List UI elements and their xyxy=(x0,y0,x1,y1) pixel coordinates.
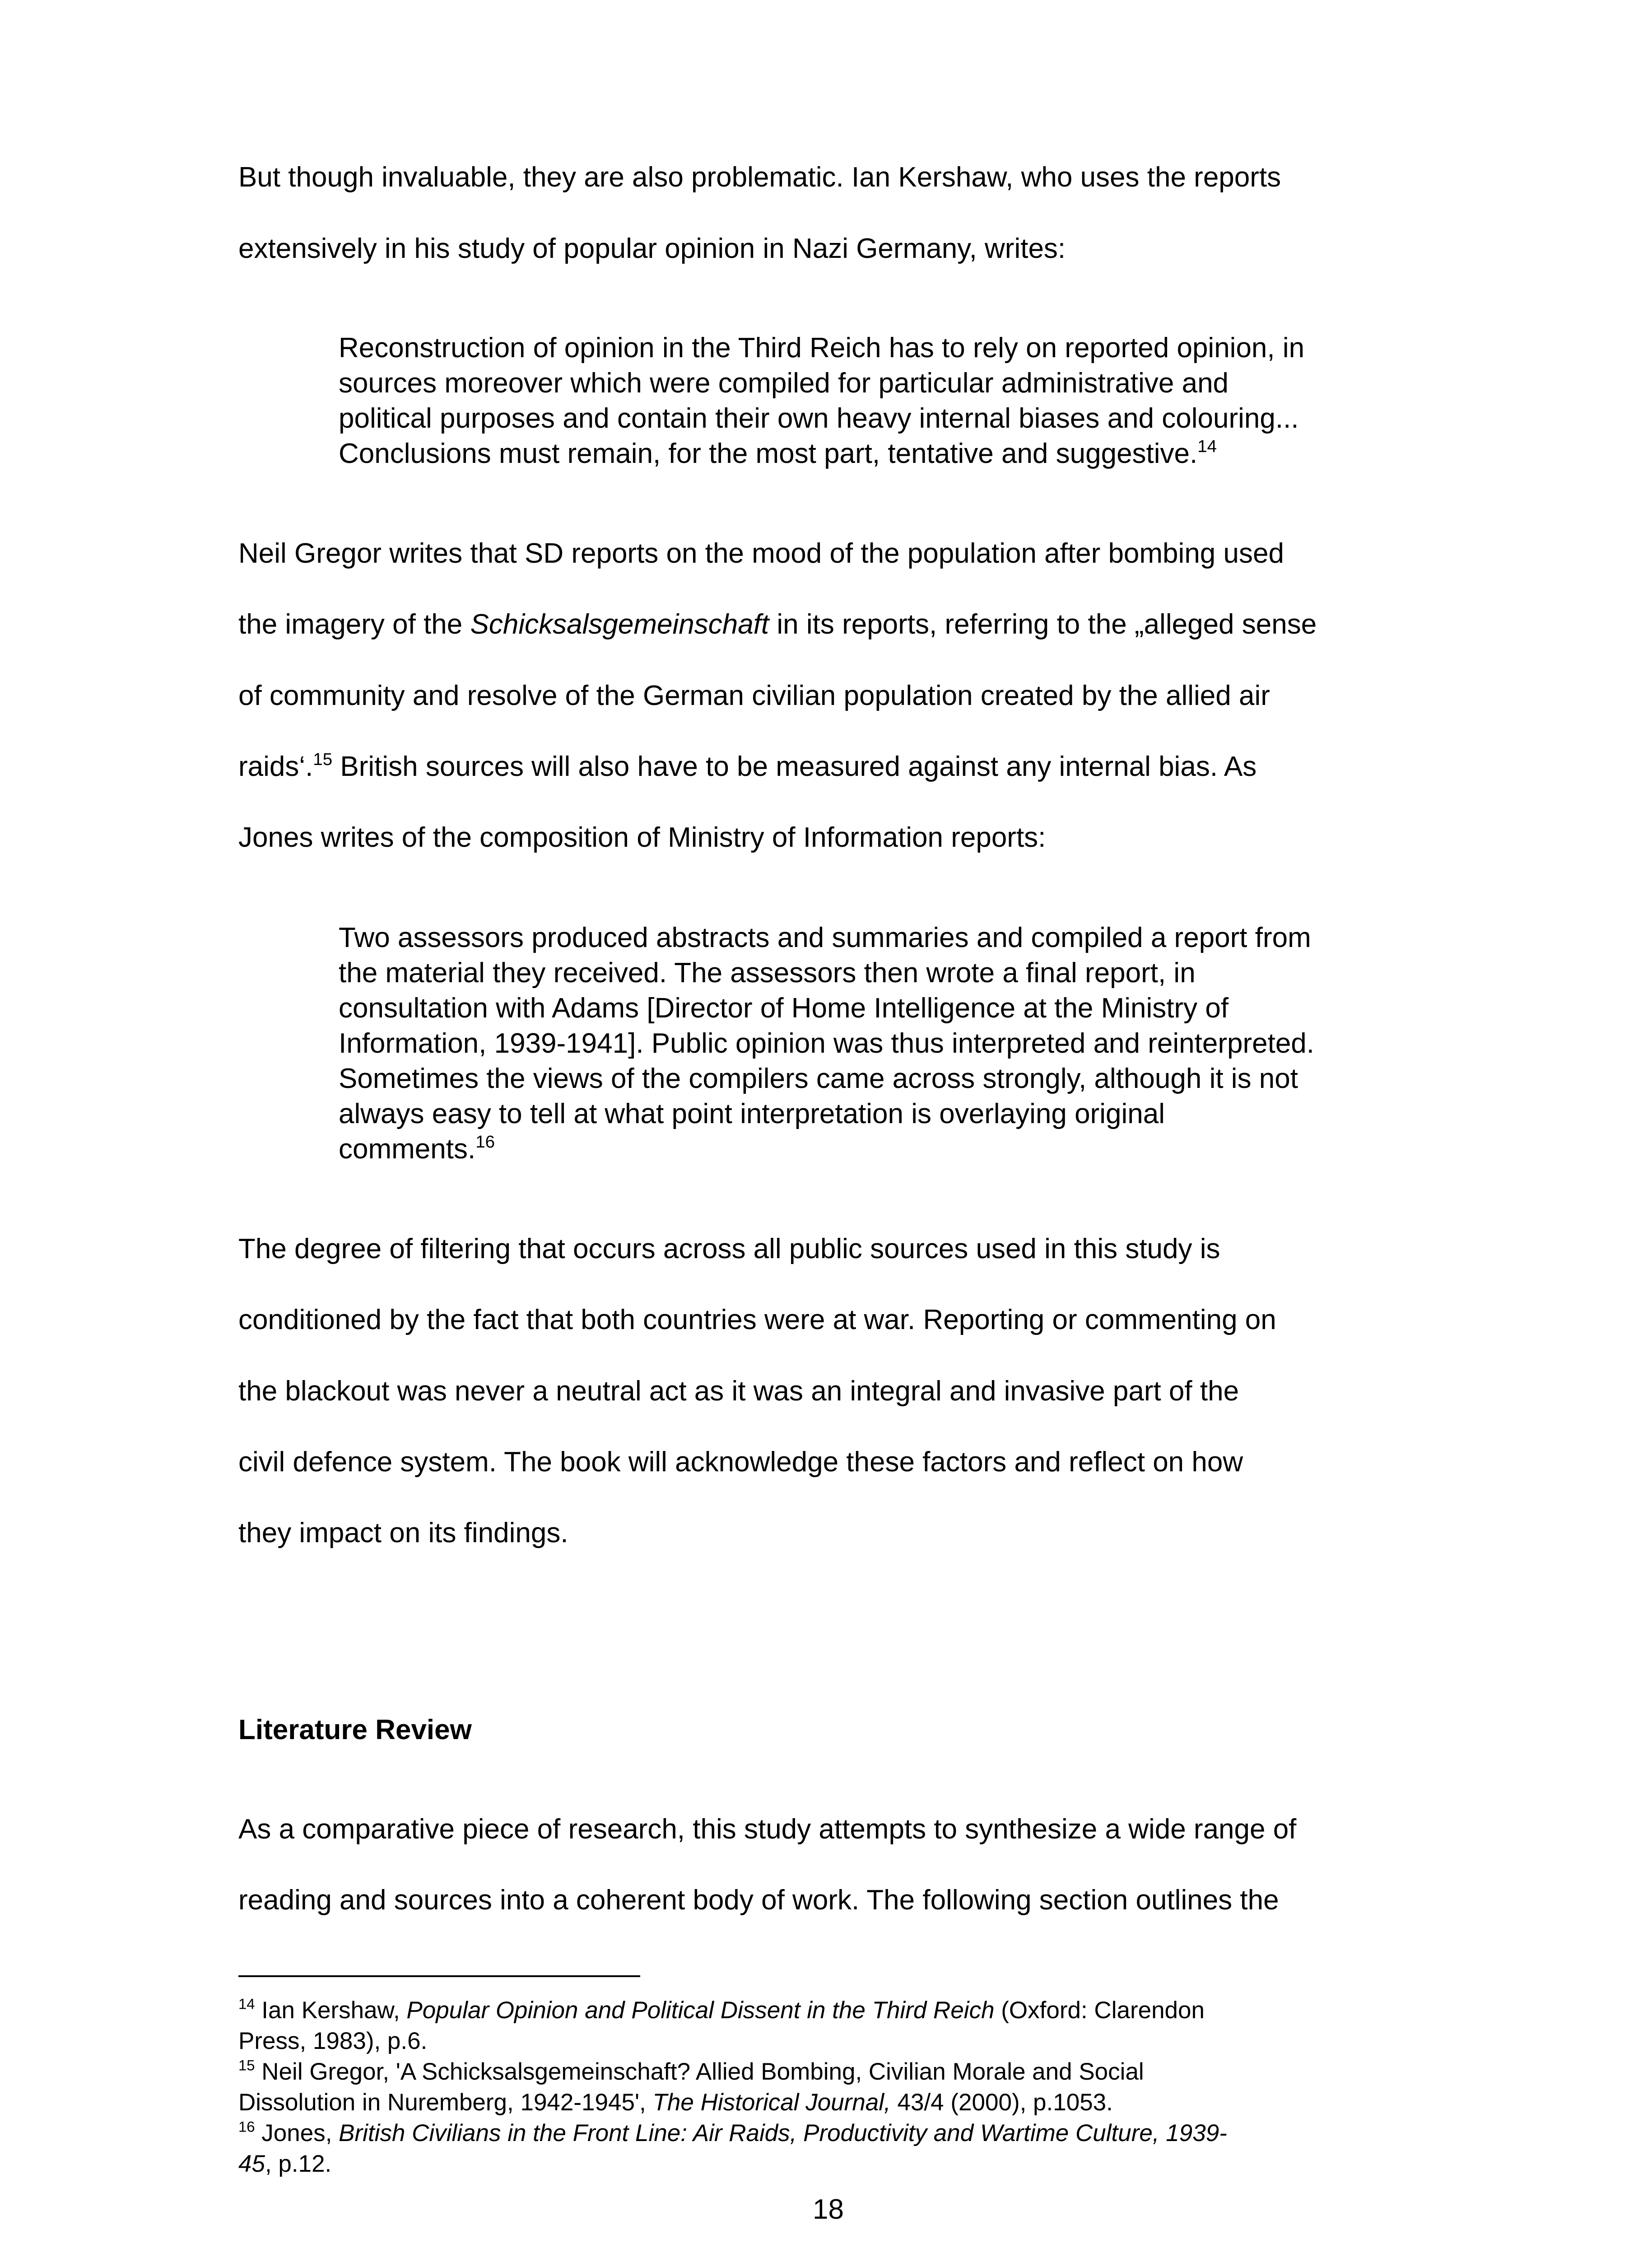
paragraph-3-line: The degree of filtering that occurs across all public sources used in this study is xyxy=(238,1233,1220,1264)
text-run: Ian Kershaw, xyxy=(255,1997,407,2024)
footnote-14 xyxy=(238,1995,1205,2024)
paragraph-3-line: conditioned by the fact that both countries were at war. Reporting or commenting on xyxy=(238,1304,1276,1335)
footnote-16 xyxy=(238,2118,1227,2146)
footnote-number: 15 xyxy=(238,2057,255,2074)
paragraph-2-line: Jones writes of the composition of Ministry of Information reports: xyxy=(238,822,1046,853)
text-run: (Oxford: Clarendon xyxy=(994,1997,1205,2024)
footnote-separator xyxy=(238,1975,640,1977)
footnote-ref-16[interactable]: 16 xyxy=(475,1132,495,1152)
quote-text: Conclusions must remain, for the most part, tentative and suggestive. xyxy=(339,438,1198,469)
italic-title: 45 xyxy=(238,2151,265,2177)
paragraph-2-line: of community and resolve of the German civilian population created by the allied air xyxy=(238,680,1270,711)
block-quote-line: the material they received. The assessors then wrote a final report, in xyxy=(339,957,1196,989)
block-quote-line: always easy to tell at what point interpretation is overlaying original xyxy=(339,1098,1165,1129)
footnote-ref-15[interactable]: 15 xyxy=(313,750,333,770)
text-run: Dissolution in Nuremberg, 1942-1945', xyxy=(238,2089,653,2116)
block-quote-line: Two assessors produced abstracts and summaries and compiled a report from xyxy=(339,922,1311,953)
block-quote-line: consultation with Adams [Director of Home Intelligence at the Ministry of xyxy=(339,993,1229,1024)
footnote-ref-14[interactable]: 14 xyxy=(1197,437,1217,457)
paragraph-3-line: the blackout was never a neutral act as it was an integral and invasive part of the xyxy=(238,1376,1239,1407)
italic-term: Schicksalsgemeinschaft xyxy=(470,609,769,640)
paragraph-3-line: they impact on its findings. xyxy=(238,1517,568,1549)
footnote-15-cont xyxy=(238,2090,1113,2114)
italic-title: The Historical Journal, xyxy=(652,2089,891,2116)
text-run: British sources will also have to be measured against any internal bias. As xyxy=(332,751,1257,782)
paragraph-2-line xyxy=(238,750,1257,782)
block-quote-line: Information, 1939-1941]. Public opinion was thus interpreted and reinterpreted. xyxy=(339,1028,1315,1059)
block-quote-line xyxy=(339,437,1217,469)
section-heading: Literature Review xyxy=(238,1714,472,1745)
text-run: Jones, xyxy=(255,2120,339,2146)
footnote-14-cont: Press, 1983), p.6. xyxy=(238,2028,428,2054)
footnote-number: 14 xyxy=(238,1995,255,2012)
italic-title: British Civilians in the Front Line: Air Raids, Productivity and Wartime Culture, 1939- xyxy=(339,2120,1227,2146)
quote-text: comments. xyxy=(339,1134,476,1165)
text-run: , p.12. xyxy=(265,2151,332,2177)
text-run: 43/4 (2000), p.1053. xyxy=(890,2089,1113,2116)
block-quote-line: sources moreover which were compiled for particular administrative and xyxy=(339,368,1229,399)
text-run: the imagery of the xyxy=(238,609,470,640)
paragraph-3-line: civil defence system. The book will acknowledge these factors and reflect on how xyxy=(238,1446,1243,1478)
paragraph-2-line xyxy=(238,611,1317,639)
footnote-number: 16 xyxy=(238,2118,255,2135)
text-run: Neil Gregor, 'A Schicksalsgemeinschaft? Allied Bombing, Civilian Morale and Social xyxy=(255,2058,1144,2085)
text-run: in its reports, referring to the „alleged sense xyxy=(769,609,1317,640)
block-quote-line xyxy=(339,1132,495,1165)
text-run: raids‘. xyxy=(238,751,313,782)
paragraph-1-line: But though invaluable, they are also problematic. Ian Kershaw, who uses the reports xyxy=(238,162,1281,193)
paragraph-2-line: Neil Gregor writes that SD reports on the mood of the population after bombing used xyxy=(238,538,1284,569)
block-quote-line: Reconstruction of opinion in the Third Reich has to rely on reported opinion, in xyxy=(339,332,1305,364)
block-quote-line: Sometimes the views of the compilers came across strongly, although it is not xyxy=(339,1063,1298,1094)
block-quote-line: political purposes and contain their own heavy internal biases and colouring... xyxy=(339,403,1299,434)
footnote-16-cont xyxy=(238,2152,331,2176)
paragraph-4-line: As a comparative piece of research, this study attempts to synthesize a wide range of xyxy=(238,1814,1297,1845)
paragraph-1-line: extensively in his study of popular opinion in Nazi Germany, writes: xyxy=(238,233,1066,264)
footnote-15 xyxy=(238,2057,1144,2085)
page-number: 18 xyxy=(813,2194,844,2225)
paragraph-4-line: reading and sources into a coherent body of work. The following section outlines the xyxy=(238,1885,1279,1916)
italic-title: Popular Opinion and Political Dissent in the Third Reich xyxy=(406,1997,995,2024)
